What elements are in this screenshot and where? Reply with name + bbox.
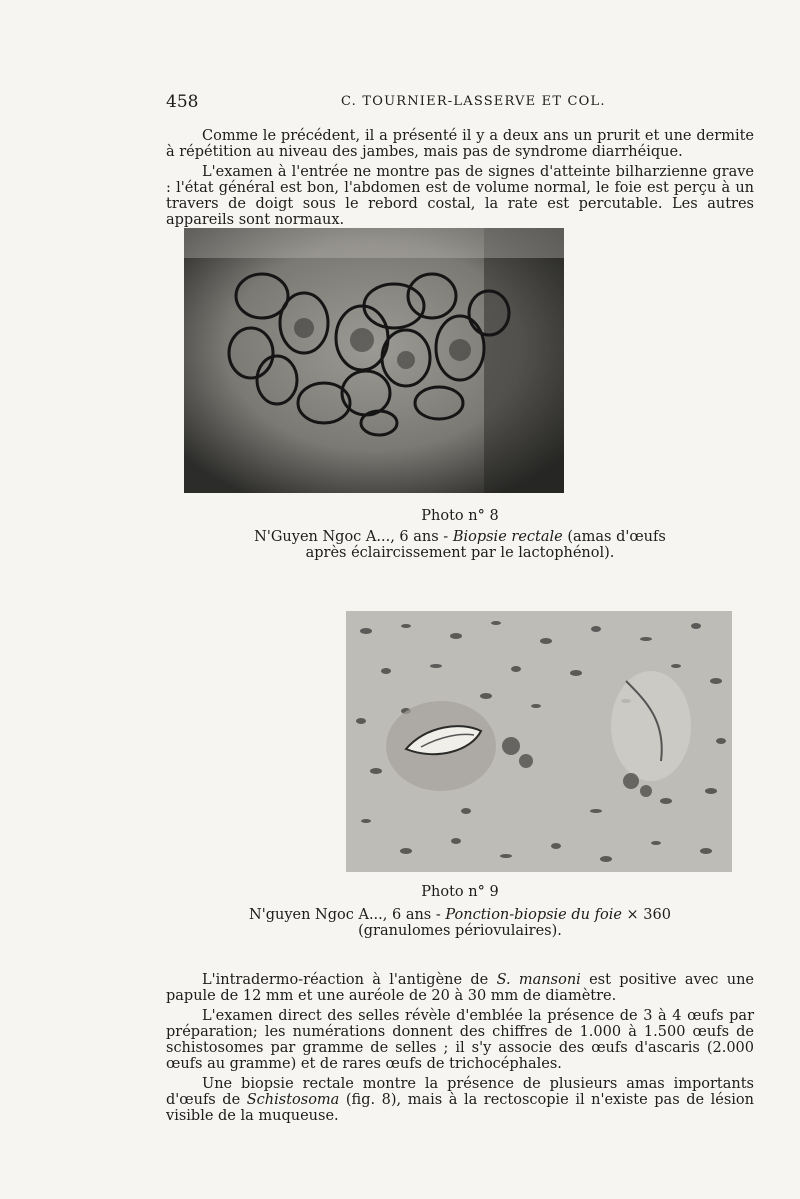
photo-8-caption [166,529,754,561]
paragraph-stool-exam: L'examen direct des selles révèle d'emblée la présence de 3 à 4 œufs par préparation; les numérations donnent des chiffres de 1.000 à 1.500 œufs de schistosomes par gramme de selles ; il s'y associe des œufs d'ascaris (2.000 œufs au gramme) et de rares œufs de trichocéphales. [166,1008,754,1072]
photo-8-caption-suffix: (amas d'œufs [562,529,666,545]
photo-8-caption-line2: après éclaircissement par le lactophénol). [305,545,615,561]
intradermo-text-before: L'intradermo-réaction à l'antigène de [202,972,497,988]
paragraph-examination: L'examen à l'entrée ne montre pas de signes d'atteinte bilharzienne grave : l'état général est bon, l'abdomen est de volume normal, le foie est perçu à un travers de doigt sous le rebord costal, la rate est percutable. Les autres appareils sont normaux. [166,164,754,228]
intradermo-species: S. mansoni [496,972,581,988]
photo-8-caption-prefix: N'Guyen Ngoc A..., 6 ans - [254,529,453,545]
paragraph-rectal-biopsy [166,1076,754,1124]
photo-9-caption-italic: Ponction-biopsie du foie [445,907,622,923]
paragraph-history: Comme le précédent, il a présenté il y a deux ans un prurit et une dermite à répétition au niveau des jambes, mais pas de syndrome diarrhéique. [166,128,754,160]
photo-9-caption-prefix: N'guyen Ngoc A..., 6 ans - [249,907,446,923]
photo-9-caption-suffix: × 360 [621,907,671,923]
running-head: C. TOURNIER-LASSERVE ET COL. [341,94,606,109]
photo-9-caption-line2: (granulomes périovulaires). [358,923,562,939]
intradermo-text-after: est positive avec une papule de 12 mm et une auréole de 20 à 30 mm de diamètre. [166,972,754,1004]
photo-8-rectal-biopsy [184,228,564,493]
paragraph-intradermo [166,972,754,1004]
photo-9-caption [166,907,754,939]
page-header [166,92,754,114]
photo-9-liver-biopsy [346,611,732,872]
biopsy-text-before: Une biopsie rectale montre la présence de plusieurs amas importants d'œufs de [166,1076,754,1108]
page-number: 458 [166,92,199,112]
biopsy-text-after: (fig. 8), mais à la rectoscopie il n'existe pas de lésion visible de la muqueuse. [166,1092,754,1124]
biopsy-genus: Schistosoma [246,1092,340,1108]
photo-8-title: Photo n° 8 [421,508,499,524]
photo-8-caption-italic: Biopsie rectale [452,529,563,545]
photo-9-title: Photo n° 9 [421,884,499,900]
